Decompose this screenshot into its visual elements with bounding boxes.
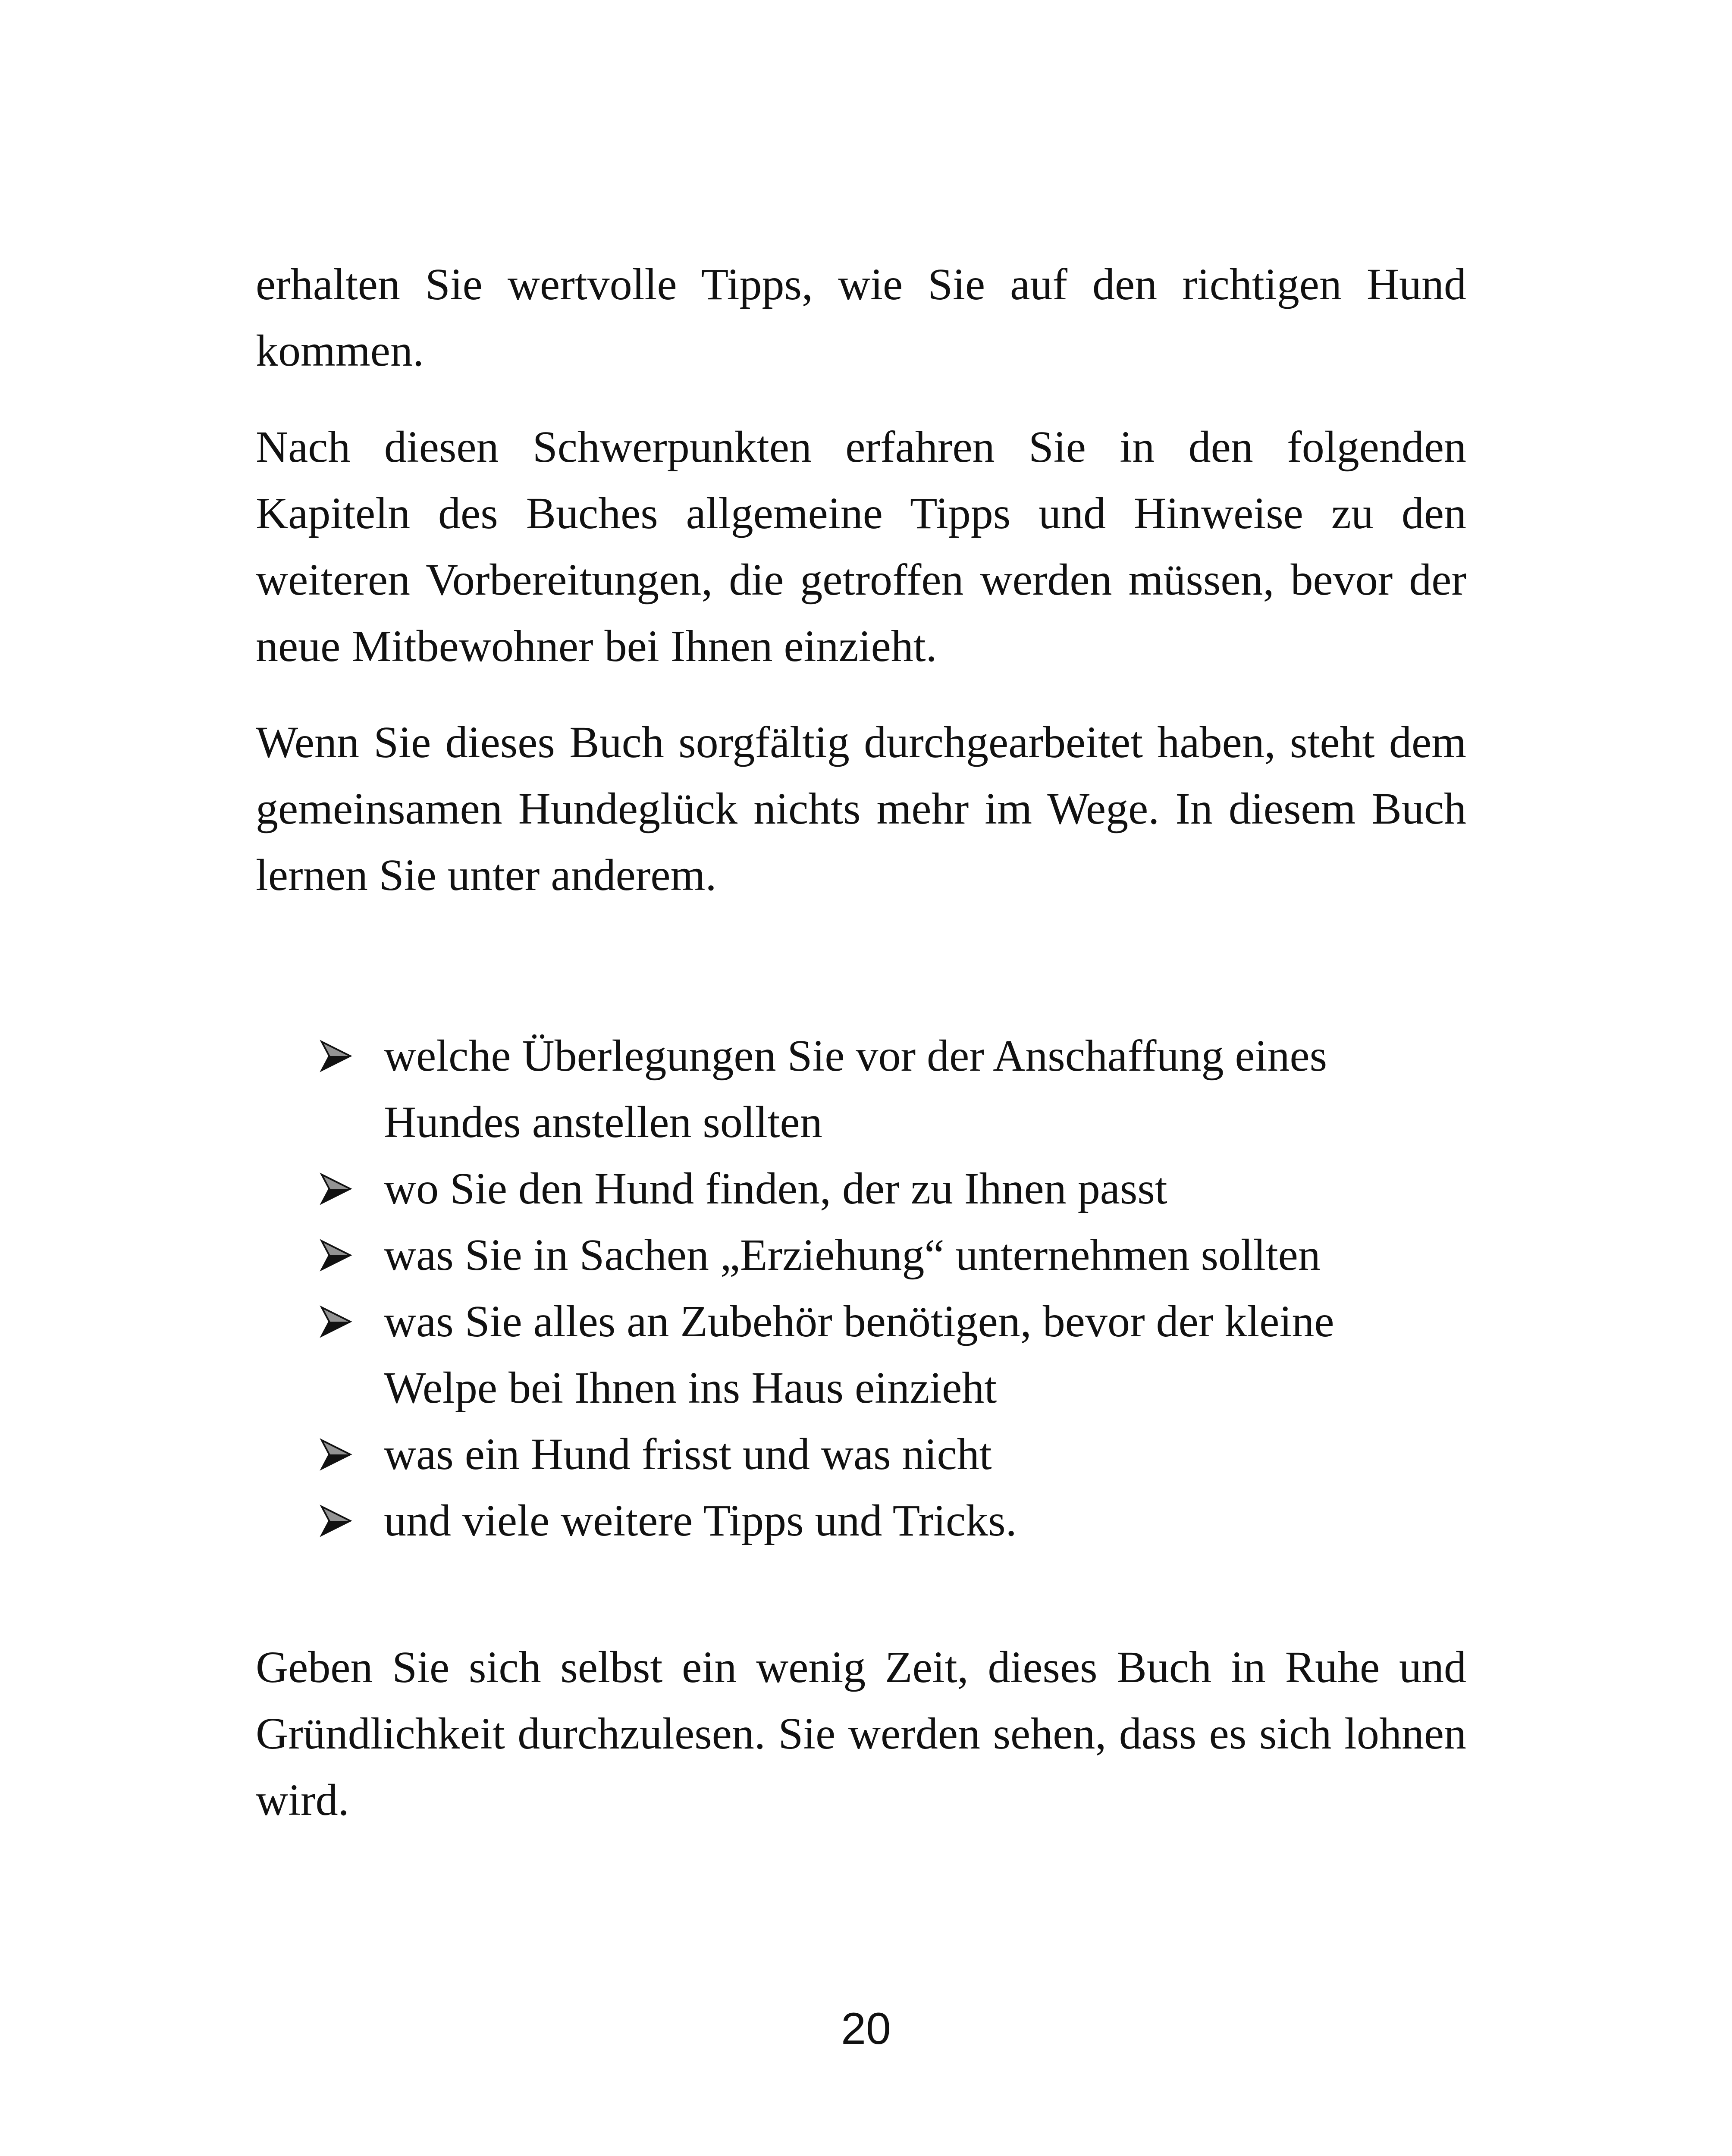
list-item-text: was Sie alles an Zubehör benötigen, bevor der kleine Welpe bei Ihnen ins Haus einzieht xyxy=(384,1297,1334,1413)
list-item xyxy=(319,1023,1423,1156)
list-item xyxy=(319,1222,1423,1288)
learning-topics-list xyxy=(319,1023,1423,1554)
list-item-text: welche Überlegungen Sie vor der Anschaffung eines Hundes anstellen sollten xyxy=(384,1031,1327,1147)
arrowhead-bullet-icon xyxy=(319,1305,353,1338)
list-item-text: was Sie in Sachen „Erziehung“ unternehmen sollten xyxy=(384,1230,1321,1280)
list-item-text: wo Sie den Hund finden, der zu Ihnen passt xyxy=(384,1164,1167,1213)
arrowhead-bullet-icon xyxy=(319,1172,353,1206)
paragraph-chapter-overview: Nach diesen Schwerpunkten erfahren Sie in den folgenden Kapiteln des Buches allgemeine Tipps und Hinweise zu den weiteren Vorbereitungen, die getroffen werden müssen, bevor der neue Mitbewohner bei Ihnen einzieht. xyxy=(256,422,1466,671)
arrowhead-bullet-icon xyxy=(319,1438,353,1471)
list-item-text: und viele weitere Tipps und Tricks. xyxy=(384,1496,1017,1545)
list-item xyxy=(319,1421,1423,1488)
arrowhead-bullet-icon xyxy=(319,1504,353,1538)
arrowhead-bullet-icon xyxy=(319,1238,353,1272)
list-item xyxy=(319,1288,1423,1421)
paragraph-intro-continuation: erhalten Sie wertvolle Tipps, wie Sie auf den richtigen Hund kommen. xyxy=(256,260,1466,376)
list-item xyxy=(319,1156,1423,1222)
paragraph-closing: Geben Sie sich selbst ein wenig Zeit, dieses Buch in Ruhe und Gründlichkeit durchzulesen. Sie werden sehen, dass es sich lohnen wird. xyxy=(256,1642,1466,1825)
arrowhead-bullet-icon xyxy=(319,1039,353,1073)
list-item-text: was ein Hund frisst und was nicht xyxy=(384,1429,992,1479)
list-item xyxy=(319,1488,1423,1554)
paragraph-learning-intro: Wenn Sie dieses Buch sorgfältig durchgearbeitet haben, steht dem gemeinsamen Hundeglück nichts mehr im Wege. In diesem Buch lernen Sie unter anderem. xyxy=(256,718,1466,900)
page-number: 20 xyxy=(841,2004,891,2054)
